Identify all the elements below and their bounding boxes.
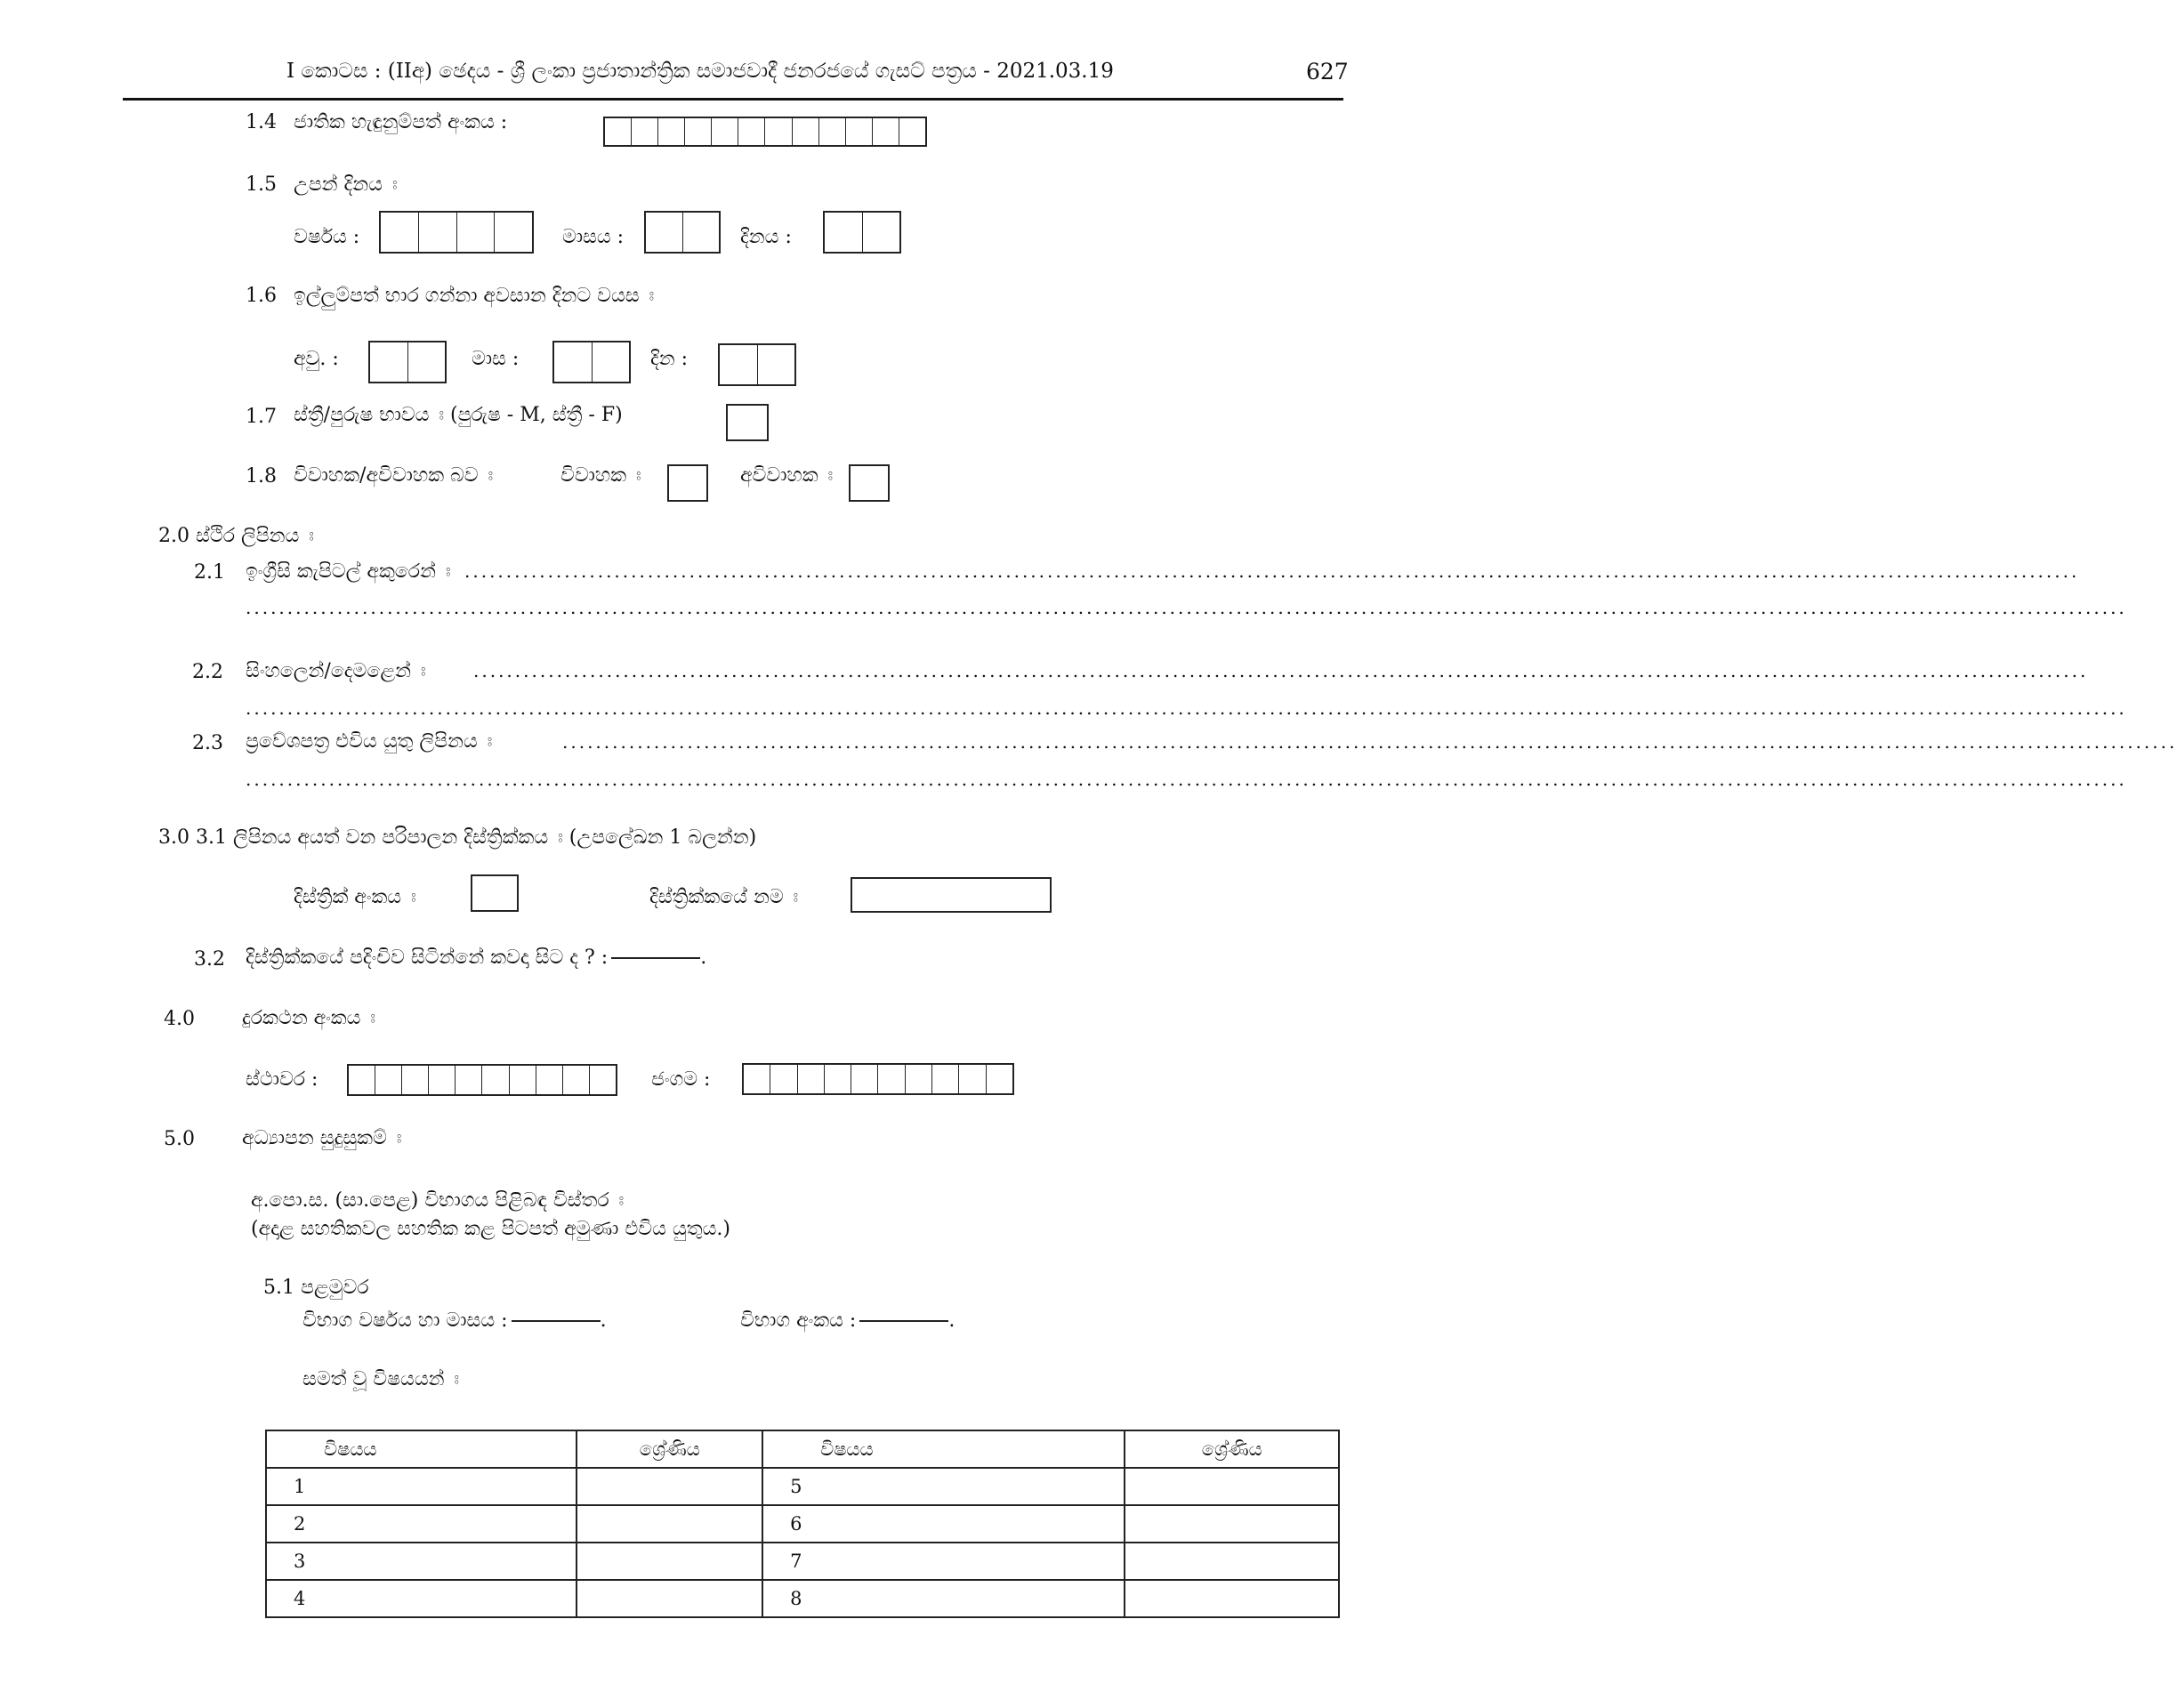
header-grade-2: ශ්‍රේණිය — [1125, 1430, 1339, 1468]
unmarried-box[interactable] — [849, 464, 890, 502]
section-number: 2.2 — [192, 661, 223, 683]
residence-since-blank[interactable] — [611, 957, 700, 959]
section-number: 1.7 — [246, 406, 277, 428]
exam-index-blank[interactable] — [859, 1320, 948, 1322]
permanent-address-heading: 2.0 ස්ථිර ලිපිනය ඃ — [158, 525, 314, 547]
age-days-boxes[interactable] — [718, 343, 796, 386]
gender-box[interactable] — [726, 404, 769, 441]
ol-exam-label: අ.පො.ස. (සා.පෙළ) විභාගය පිළිබඳ විස්තර ඃ — [251, 1189, 625, 1212]
section-number: 1.5 — [246, 173, 277, 196]
grade-cell[interactable] — [1125, 1505, 1339, 1543]
table-row — [266, 1543, 1339, 1580]
dob-year-label: වර්ෂය : — [294, 226, 360, 248]
grade-cell[interactable] — [1125, 1580, 1339, 1617]
section-number: 1.4 — [246, 111, 277, 133]
subject-cell[interactable]: 5 — [762, 1468, 1125, 1505]
nic-boxes[interactable] — [603, 117, 927, 147]
section-number: 2.1 — [194, 561, 225, 584]
fixed-line-label: ස්ථාවර : — [246, 1068, 318, 1091]
exam-index-label: විභාග අංකය : — [740, 1309, 857, 1332]
grade-cell[interactable] — [577, 1505, 762, 1543]
subject-cell[interactable]: 8 — [762, 1580, 1125, 1617]
unmarried-label: අවිවාහක ඃ — [740, 464, 834, 487]
age-months-label: මාස : — [472, 348, 520, 370]
residence-since: දිස්ත්‍රික්කයේ පදිංචිව සිටින්නේ කවදා සිට ද ? : . — [246, 947, 707, 969]
district-heading: 3.0 3.1 ලිපිනය අයත් වන පරිපාලන දිස්ත්‍රික්කය ඃ (උපලේඛන 1 බලන්න) — [158, 826, 757, 849]
section-number: 5.0 — [164, 1128, 195, 1150]
exam-index: විභාග අංකය : . — [740, 1309, 955, 1332]
header-rule — [123, 98, 1343, 101]
dob-year-boxes[interactable] — [379, 211, 534, 254]
district-name-label: දිස්ත්‍රික්කයේ නම ඃ — [649, 886, 799, 908]
running-header: I කොටස : (IIඅ) ඡෙදය - ශ්‍රී ලංකා ප්‍රජාතාන්ත්‍රික සමාජවාදී ජනරජයේ ගැසට් පත්‍රය - 2021.03.19 — [286, 60, 1114, 83]
address-english-line-2[interactable]: .................................................................................................................................................................................................................................. — [246, 597, 2127, 618]
dob-label: උපන් දිනය ඃ — [294, 173, 398, 196]
admission-address-label: ප්‍රවේශපත්‍ර එවිය යුතු ලිපිනය ඃ — [246, 730, 493, 753]
nic-label: ජාතික හැඳුනුම්පත් අංකය : — [294, 111, 508, 133]
table-row — [266, 1580, 1339, 1617]
subjects-grades-table — [265, 1430, 1340, 1618]
admission-address-line-1[interactable]: .................................................................................................................................................................................................. — [562, 731, 2177, 753]
address-sinhala-tamil-label: සිංහලෙන්/දෙමළෙන් ඃ — [246, 660, 426, 682]
page-number: 627 — [1306, 59, 1349, 85]
age-months-boxes[interactable] — [552, 341, 631, 383]
grade-cell[interactable] — [1125, 1543, 1339, 1580]
mobile-boxes[interactable] — [742, 1063, 1014, 1095]
mobile-label: ජංගම : — [651, 1068, 711, 1091]
address-english-label: ඉංග්‍රීසි කැපිටල් අකුරෙන් ඃ — [246, 560, 451, 583]
subject-cell[interactable]: 2 — [266, 1505, 577, 1543]
header-subject-1: විෂයය — [266, 1430, 577, 1468]
header-grade-1: ශ්‍රේණිය — [577, 1430, 762, 1468]
subject-cell[interactable]: 1 — [266, 1468, 577, 1505]
address-english-line-1[interactable]: .................................................................................................................................................................................................. — [464, 560, 2080, 582]
gender-label: ස්ත්‍රී/පුරුෂ භාවය ඃ (පුරුෂ - M, ස්ත්‍රී - F) — [294, 404, 623, 426]
married-box[interactable] — [667, 464, 708, 502]
table-row — [266, 1468, 1339, 1505]
subject-cell[interactable]: 6 — [762, 1505, 1125, 1543]
residence-since-label: දිස්ත්‍රික්කයේ පදිංචිව සිටින්නේ කවදා සිට ද ? : — [246, 947, 609, 969]
grade-cell[interactable] — [577, 1580, 762, 1617]
dob-day-label: දිනය : — [740, 226, 792, 248]
age-label: ඉල්ලුම්පත් භාර ගන්නා අවසාන දිනට වයස ඃ — [294, 285, 655, 307]
header-subject-2: විෂයය — [762, 1430, 1125, 1468]
age-years-label: අවු. : — [294, 348, 339, 370]
dob-month-boxes[interactable] — [644, 211, 721, 254]
grade-cell[interactable] — [577, 1468, 762, 1505]
grade-cell[interactable] — [1125, 1468, 1339, 1505]
dob-month-label: මාසය : — [562, 226, 625, 248]
passed-subjects-label: සමත් වූ විෂයයන් ඃ — [302, 1368, 460, 1390]
subject-cell[interactable]: 4 — [266, 1580, 577, 1617]
section-number: 4.0 — [164, 1008, 195, 1030]
district-code-box[interactable] — [471, 874, 519, 912]
dob-day-boxes[interactable] — [823, 211, 901, 254]
section-number: 2.3 — [192, 732, 223, 754]
education-heading: අධ්‍යාපන සුදුසුකම් ඃ — [242, 1127, 402, 1149]
first-attempt-label: 5.1 පළමුවර — [263, 1277, 369, 1299]
age-years-boxes[interactable] — [368, 341, 447, 383]
telephone-label: දුරකථන අංකය ඃ — [242, 1007, 376, 1029]
age-days-label: දින : — [650, 348, 689, 370]
married-label: විවාහක ඃ — [560, 464, 641, 487]
ol-exam-note: (අදාළ සහතිකවල සහතික කළ පිටපත් අමුණා එවිය යුතුය.) — [251, 1218, 731, 1240]
district-code-label: දිස්ත්‍රික් අංකය ඃ — [294, 886, 416, 908]
district-name-box[interactable] — [851, 877, 1052, 913]
exam-year-month-label: විභාග වර්ෂය හා මාසය : — [302, 1309, 508, 1332]
table-row — [266, 1505, 1339, 1543]
fixed-line-boxes[interactable] — [347, 1064, 617, 1096]
subject-cell[interactable]: 3 — [266, 1543, 577, 1580]
grade-cell[interactable] — [577, 1543, 762, 1580]
address-sinhala-tamil-line-1[interactable]: .................................................................................................................................................................................................. — [473, 660, 2089, 681]
admission-address-line-2[interactable]: .................................................................................................................................................................................................................................. — [246, 769, 2127, 790]
table-header-row — [266, 1430, 1339, 1468]
subject-cell[interactable]: 7 — [762, 1543, 1125, 1580]
address-sinhala-tamil-line-2[interactable]: .................................................................................................................................................................................................................................. — [246, 697, 2127, 719]
section-number: 3.2 — [194, 948, 225, 971]
section-number: 1.8 — [246, 465, 277, 487]
exam-year-month: විභාග වර්ෂය හා මාසය : . — [302, 1309, 607, 1332]
civil-status-label: විවාහක/අවිවාහක බව ඃ — [294, 464, 494, 487]
exam-year-month-blank[interactable] — [512, 1320, 601, 1322]
section-number: 1.6 — [246, 285, 277, 307]
